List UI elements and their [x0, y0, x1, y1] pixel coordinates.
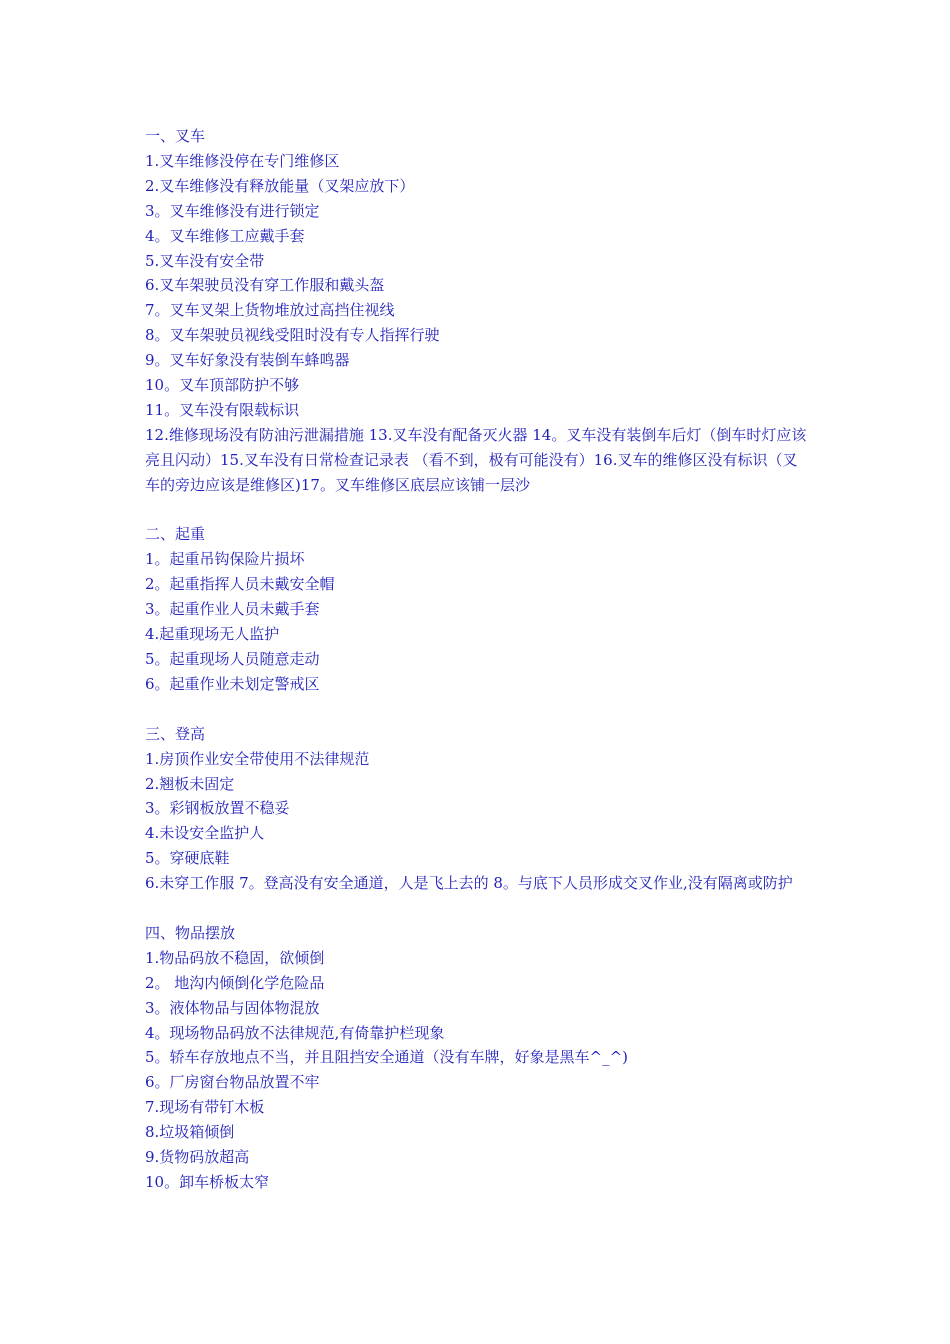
document-body — [145, 124, 810, 1195]
list-item: 11。叉车没有限载标识 — [145, 400, 300, 419]
list-item: 8.垃圾箱倾倒 — [145, 1123, 235, 1142]
list-item: 7.现场有带钉木板 — [145, 1098, 265, 1117]
section-heading: 二、起重 — [145, 525, 206, 544]
list-item: 1.物品码放不稳固，欲倾倒 — [145, 948, 325, 967]
list-item: 7。叉车叉架上货物堆放过高挡住视线 — [145, 301, 395, 320]
section-1 — [145, 124, 810, 498]
list-item: 6.叉车架驶员没有穿工作服和戴头盔 — [145, 276, 385, 295]
list-item: 1.房顶作业安全带使用不法律规范 — [145, 749, 370, 768]
list-item: 6。起重作业未划定警戒区 — [145, 674, 320, 693]
section-2 — [145, 522, 810, 696]
list-item: 2.叉车维修没有释放能量（叉架应放下） — [145, 176, 415, 195]
list-item: 10。卸车桥板太窄 — [145, 1173, 270, 1192]
section-heading: 四、物品摆放 — [145, 923, 236, 942]
list-item: 1.叉车维修没停在专门维修区 — [145, 151, 340, 170]
section-heading: 三、登高 — [145, 724, 206, 743]
list-item: 1。起重吊钩保险片损坏 — [145, 550, 305, 569]
list-item: 3。起重作业人员未戴手套 — [145, 600, 320, 619]
list-item: 2。 地沟内倾倒化学危险品 — [145, 973, 325, 992]
section-3 — [145, 722, 810, 896]
list-item: 6.未穿工作服 7。登高没有安全通道，人是飞上去的 8。与底下人员形成交叉作业,没有隔离或防护 — [145, 874, 793, 893]
list-item: 5。穿硬底鞋 — [145, 849, 230, 868]
list-item: 3。液体物品与固体物混放 — [145, 998, 320, 1017]
list-item: 3。叉车维修没有进行锁定 — [145, 201, 320, 220]
list-item: 4.未设安全监护人 — [145, 824, 265, 843]
list-item: 3。彩钢板放置不稳妥 — [145, 799, 290, 818]
list-item: 9.货物码放超高 — [145, 1148, 250, 1167]
list-item: 8。叉车架驶员视线受阻时没有专人指挥行驶 — [145, 326, 440, 345]
list-item: 12.维修现场没有防油污泄漏措施 13.叉车没有配备灭火器 14。叉车没有装倒车后灯（倒车时灯应该亮且闪动）15.叉车没有日常检查记录表 （看不到，极有可能没有）16.叉车的维修区没有标识（叉车的旁边应该是维修区)17。叉车维修区底层应该铺一层沙 — [145, 425, 807, 494]
list-item: 6。厂房窗台物品放置不牢 — [145, 1073, 320, 1092]
list-item: 5。起重现场人员随意走动 — [145, 650, 320, 669]
list-item: 9。叉车好象没有装倒车蜂鸣器 — [145, 351, 350, 370]
list-item: 4。叉车维修工应戴手套 — [145, 226, 305, 245]
section-4 — [145, 921, 810, 1195]
list-item: 2.翘板未固定 — [145, 774, 235, 793]
list-item: 4。现场物品码放不法律规范,有倚靠护栏现象 — [145, 1023, 445, 1042]
list-item: 5.叉车没有安全带 — [145, 251, 265, 270]
section-heading: 一、叉车 — [145, 127, 206, 145]
list-item: 4.起重现场无人监护 — [145, 625, 280, 644]
list-item: 2。起重指挥人员未戴安全帽 — [145, 575, 335, 594]
list-item: 5。轿车存放地点不当，并且阻挡安全通道（没有车牌，好象是黑车^_^) — [145, 1048, 629, 1067]
list-item: 10。叉车顶部防护不够 — [145, 376, 300, 395]
